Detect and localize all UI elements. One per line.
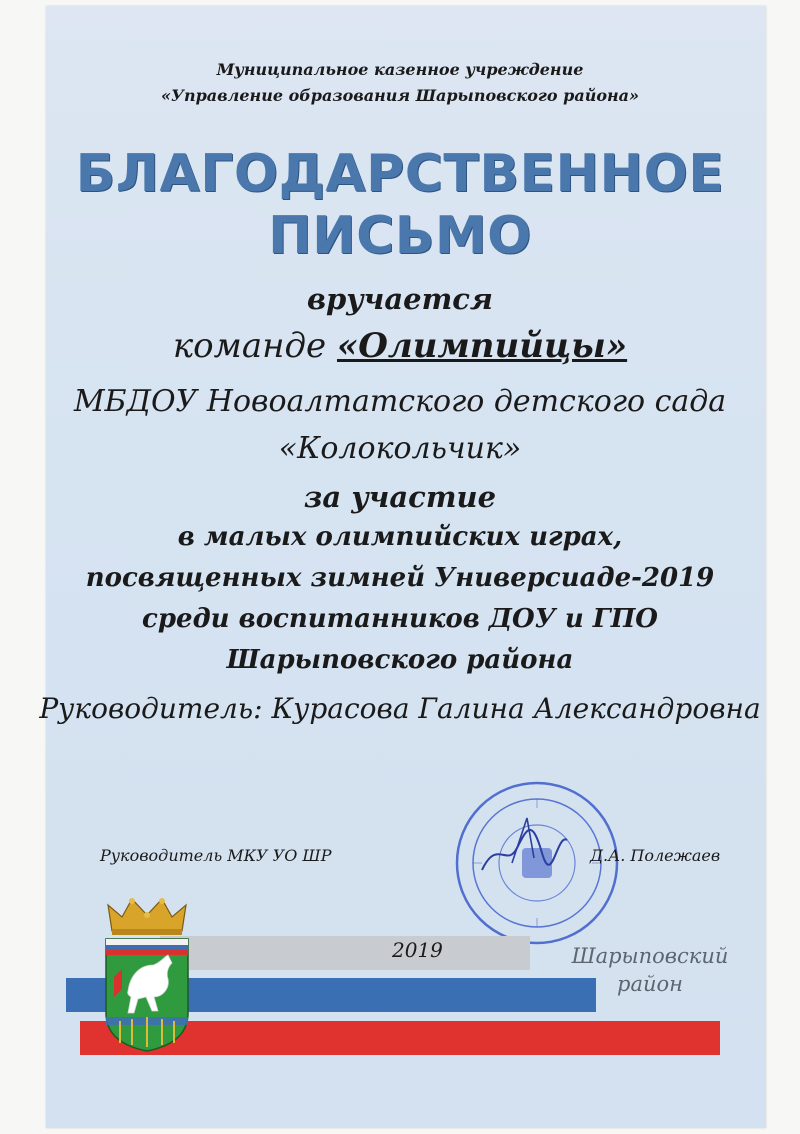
team-leader: Руководитель: Курасова Галина Александровна (39, 692, 761, 725)
awarded-text: вручается (306, 282, 494, 316)
team-prefix: команде (172, 326, 337, 366)
district-label-1: Шарыповский (571, 944, 729, 968)
team-name: «Олимпийцы» (336, 326, 628, 366)
gray-stripe (160, 936, 530, 970)
signatory-position: Руководитель МКУ УО ШР (100, 846, 332, 865)
org-line-2: «Колокольчик» (278, 431, 522, 466)
org-line-1: МБДОУ Новоалтатского детского сада (73, 384, 727, 419)
signatory-name: Д.А. Полежаев (590, 846, 721, 865)
reason-line-1: за участие (303, 480, 497, 514)
reason-line-4: среди воспитанников ДОУ и ГПО (142, 604, 658, 634)
reason-line-2: в малых олимпийских играх, (177, 522, 623, 552)
reason-line-5: Шарыповского района (226, 645, 574, 675)
title-line-1: БЛАГОДАРСТВЕННОЕ (75, 144, 725, 204)
issuer-line-1: Муниципальное казенное учреждение (216, 60, 584, 79)
team-line (0, 326, 800, 366)
coat-of-arms-icon (98, 893, 196, 1053)
year-label: 2019 (392, 938, 443, 962)
district-label-2: район (617, 972, 683, 996)
reason-line-3: посвященных зимней Универсиаде-2019 (85, 563, 715, 593)
title-line-2: ПИСЬМО (268, 206, 532, 266)
issuer-line-2: «Управление образования Шарыповского района» (160, 86, 640, 105)
